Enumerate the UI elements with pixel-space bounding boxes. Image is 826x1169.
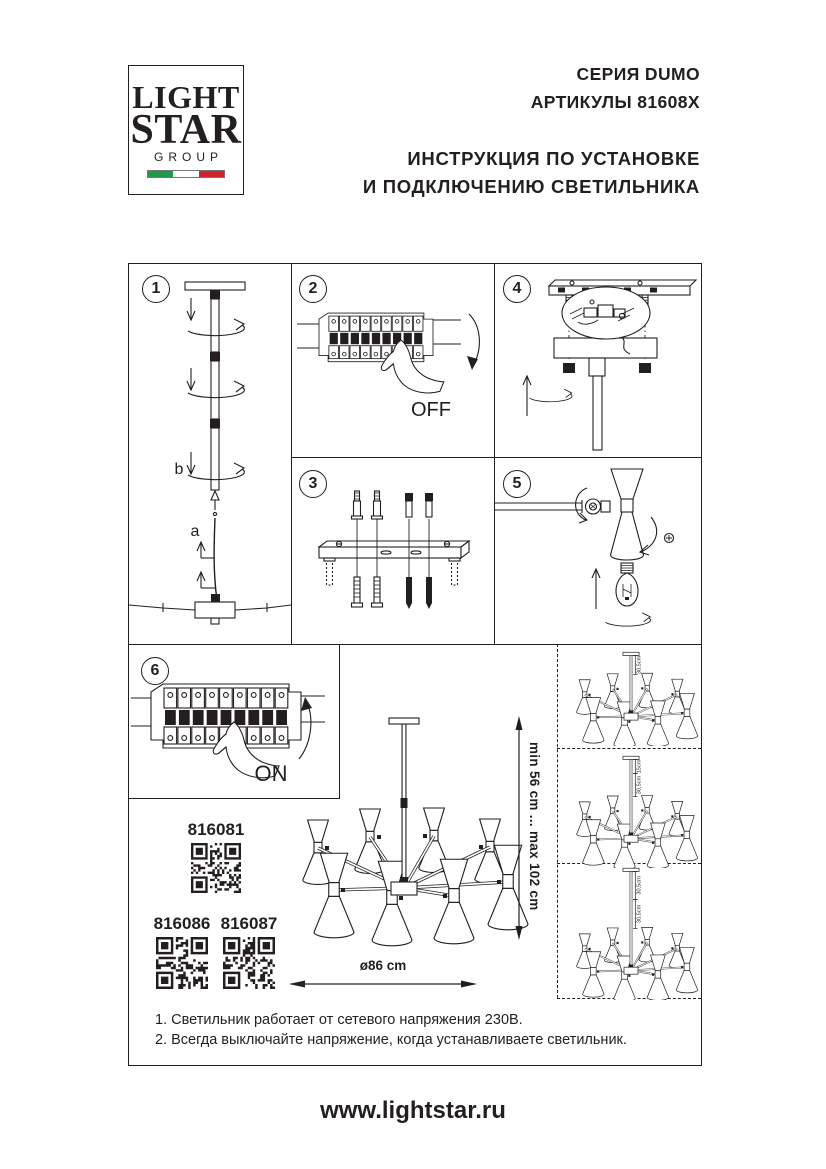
safety-notes (155, 1011, 627, 1050)
qr-code-816081 (191, 843, 241, 893)
variant-short-rod-drawing (561, 649, 701, 746)
variant-rod-dim-label: 30,5cm (636, 655, 643, 675)
variant-medium-rod-drawing (561, 753, 701, 868)
step-1-rod-assembly-drawing (129, 264, 291, 644)
flag-green (148, 171, 173, 177)
variant-long-rod-drawing (561, 865, 701, 1000)
cable-a-label: a (190, 523, 200, 540)
rod-section-b-label: b (174, 461, 184, 478)
diameter-dimension-arrow (287, 976, 479, 992)
series-block (531, 60, 700, 116)
variant-rod-dim-label: 30,5cm (636, 876, 643, 895)
height-dimension (511, 714, 555, 944)
logo-word-group: GROUP (153, 150, 223, 164)
step-5-badge: 5 (503, 470, 531, 498)
series-title: СЕРИЯ DUMO (576, 64, 700, 84)
qr-code-816087 (223, 937, 275, 989)
qr-code-816086 (156, 937, 208, 989)
step-4-badge: 4 (503, 275, 531, 303)
qr-main-label: 816081 (187, 820, 245, 839)
articles-title: АРТИКУЛЫ 81608X (530, 92, 700, 112)
variants-divider (557, 748, 701, 749)
note-line-1: 1. Светильник работает от сетевого напряжения 230В. (155, 1012, 523, 1028)
variant-rod-dim-label: 30,5cm (636, 904, 643, 924)
step-3-badge: 3 (299, 470, 327, 498)
italian-flag-bar (147, 170, 225, 178)
note-line-2: 2. Всегда выключайте напряжение, когда устанавливаете светильник. (155, 1031, 627, 1048)
flag-red (199, 171, 224, 177)
variant-rod-dim-label: 15cm (636, 759, 643, 774)
qr-left-label: 816086 (153, 914, 211, 933)
height-range-label: min 56 cm ... max 102 cm (527, 742, 542, 911)
instruction-title (363, 145, 700, 201)
step-6-badge: 6 (141, 657, 169, 685)
lightstar-logo (128, 65, 244, 195)
logo-word-light: LIGHT (132, 79, 240, 115)
chandelier-main-drawing (282, 698, 542, 998)
variant-rod-dim-label: 30,5cm (636, 775, 643, 795)
logo-word-star: STAR (130, 107, 242, 153)
step-1-badge: 1 (142, 275, 170, 303)
on-label: ON (254, 761, 288, 786)
off-label: OFF (411, 399, 451, 421)
variants-left-border (557, 644, 558, 998)
website-url: www.lightstar.ru (320, 1097, 506, 1124)
instruction-title-line2: И ПОДКЛЮЧЕНИЮ СВЕТИЛЬНИКА (362, 176, 700, 197)
instruction-title-line1: ИНСТРУКЦИЯ ПО УСТАНОВКЕ (407, 148, 700, 169)
qr-right-label: 816087 (220, 914, 278, 933)
flag-white (173, 171, 198, 177)
diameter-label: ø86 cm (359, 958, 407, 973)
instruction-grid (128, 263, 702, 1066)
step-2-badge: 2 (299, 275, 327, 303)
height-dimension-arrow (511, 714, 527, 942)
